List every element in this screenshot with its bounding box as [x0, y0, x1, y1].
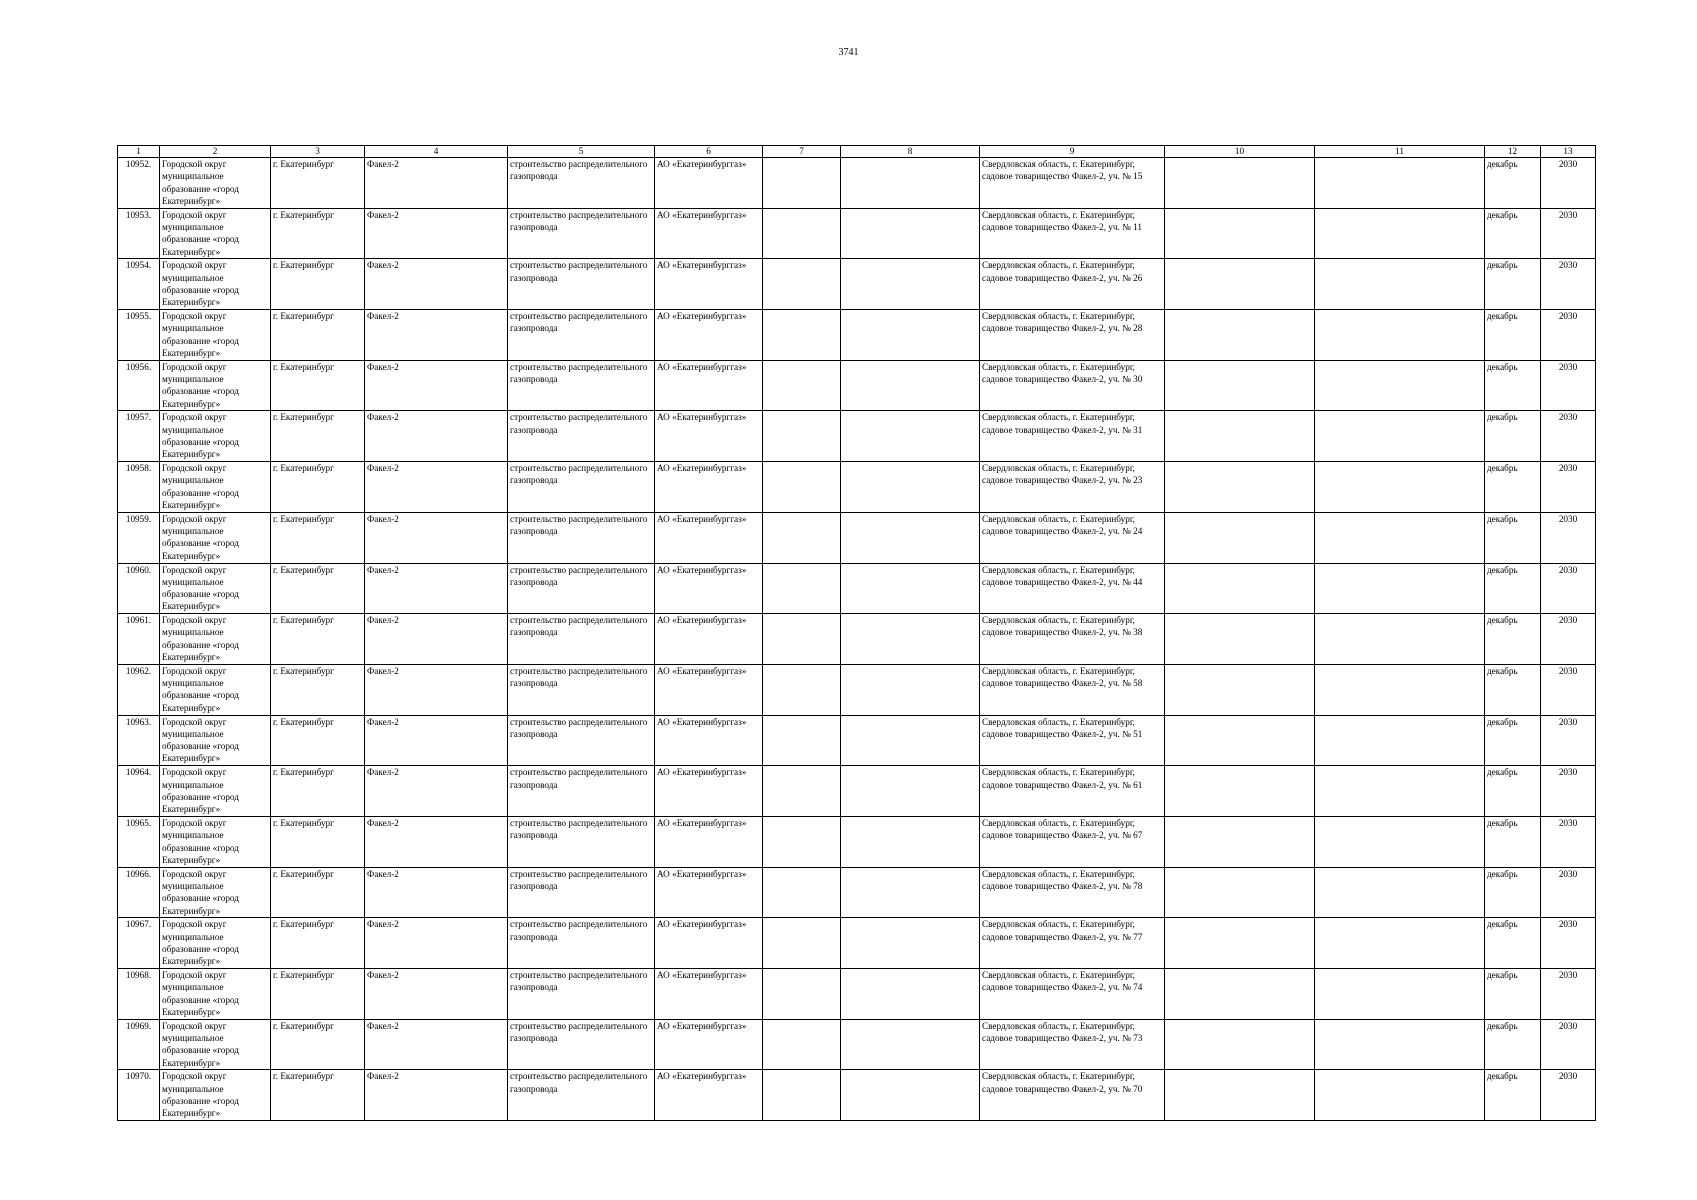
address-cell: Свердловская область, г. Екатеринбург, садовое товарищество Факел-2, уч. № 78 [980, 867, 1165, 918]
work-type-cell: строительство распределительного газопровода [508, 563, 655, 614]
year-cell: 2030 [1541, 918, 1596, 969]
table-row [118, 310, 1596, 361]
settlement-cell: Факел-2 [365, 715, 508, 766]
empty-cell-8 [841, 259, 980, 310]
work-type-cell: строительство распределительного газопровода [508, 614, 655, 665]
city-cell: г. Екатеринбург [271, 462, 365, 513]
empty-cell-11 [1315, 360, 1485, 411]
empty-cell-10 [1165, 310, 1315, 361]
month-cell: декабрь [1485, 158, 1541, 209]
address-cell: Свердловская область, г. Екатеринбург, садовое товарищество Факел-2, уч. № 23 [980, 462, 1165, 513]
row-number-cell: 10966. [118, 867, 160, 918]
empty-cell-11 [1315, 766, 1485, 817]
settlement-cell: Факел-2 [365, 766, 508, 817]
organization-cell: АО «Екатеринбурггаз» [655, 208, 763, 259]
address-cell: Свердловская область, г. Екатеринбург, садовое товарищество Факел-2, уч. № 61 [980, 766, 1165, 817]
month-cell: декабрь [1485, 969, 1541, 1020]
city-cell: г. Екатеринбург [271, 360, 365, 411]
municipality-cell: Городской округ муниципальное образование «город Екатеринбург» [160, 158, 271, 209]
column-header-5: 5 [508, 146, 655, 158]
month-cell: декабрь [1485, 918, 1541, 969]
column-header-12: 12 [1485, 146, 1541, 158]
organization-cell: АО «Екатеринбурггаз» [655, 310, 763, 361]
empty-cell-10 [1165, 715, 1315, 766]
address-cell: Свердловская область, г. Екатеринбург, садовое товарищество Факел-2, уч. № 26 [980, 259, 1165, 310]
column-header-10: 10 [1165, 146, 1315, 158]
work-type-cell: строительство распределительного газопровода [508, 462, 655, 513]
organization-cell: АО «Екатеринбурггаз» [655, 512, 763, 563]
year-cell: 2030 [1541, 969, 1596, 1020]
empty-cell-8 [841, 1019, 980, 1070]
settlement-cell: Факел-2 [365, 816, 508, 867]
work-type-cell: строительство распределительного газопровода [508, 1019, 655, 1070]
work-type-cell: строительство распределительного газопровода [508, 360, 655, 411]
empty-cell-10 [1165, 1070, 1315, 1121]
municipality-cell: Городской округ муниципальное образование «город Екатеринбург» [160, 867, 271, 918]
work-type-cell: строительство распределительного газопровода [508, 766, 655, 817]
empty-cell-10 [1165, 816, 1315, 867]
city-cell: г. Екатеринбург [271, 259, 365, 310]
year-cell: 2030 [1541, 512, 1596, 563]
settlement-cell: Факел-2 [365, 360, 508, 411]
column-header-1: 1 [118, 146, 160, 158]
settlement-cell: Факел-2 [365, 563, 508, 614]
empty-cell-7 [763, 259, 841, 310]
settlement-cell: Факел-2 [365, 1019, 508, 1070]
column-header-13: 13 [1541, 146, 1596, 158]
year-cell: 2030 [1541, 208, 1596, 259]
work-type-cell: строительство распределительного газопровода [508, 158, 655, 209]
municipality-cell: Городской округ муниципальное образование «город Екатеринбург» [160, 664, 271, 715]
empty-cell-7 [763, 664, 841, 715]
empty-cell-8 [841, 310, 980, 361]
city-cell: г. Екатеринбург [271, 158, 365, 209]
address-cell: Свердловская область, г. Екатеринбург, садовое товарищество Факел-2, уч. № 67 [980, 816, 1165, 867]
empty-cell-8 [841, 512, 980, 563]
month-cell: декабрь [1485, 208, 1541, 259]
row-number-cell: 10968. [118, 969, 160, 1020]
empty-cell-8 [841, 918, 980, 969]
settlement-cell: Факел-2 [365, 969, 508, 1020]
row-number-cell: 10957. [118, 411, 160, 462]
municipality-cell: Городской округ муниципальное образование «город Екатеринбург» [160, 614, 271, 665]
year-cell: 2030 [1541, 1019, 1596, 1070]
empty-cell-8 [841, 563, 980, 614]
column-header-7: 7 [763, 146, 841, 158]
city-cell: г. Екатеринбург [271, 411, 365, 462]
empty-cell-7 [763, 867, 841, 918]
table-row [118, 411, 1596, 462]
municipality-cell: Городской округ муниципальное образование «город Екатеринбург» [160, 360, 271, 411]
organization-cell: АО «Екатеринбурггаз» [655, 158, 763, 209]
empty-cell-11 [1315, 969, 1485, 1020]
row-number-cell: 10963. [118, 715, 160, 766]
work-type-cell: строительство распределительного газопровода [508, 918, 655, 969]
work-type-cell: строительство распределительного газопровода [508, 969, 655, 1020]
row-number-cell: 10952. [118, 158, 160, 209]
year-cell: 2030 [1541, 664, 1596, 715]
empty-cell-11 [1315, 563, 1485, 614]
row-number-cell: 10955. [118, 310, 160, 361]
month-cell: декабрь [1485, 462, 1541, 513]
empty-cell-7 [763, 816, 841, 867]
month-cell: декабрь [1485, 867, 1541, 918]
empty-cell-10 [1165, 208, 1315, 259]
municipality-cell: Городской округ муниципальное образование «город Екатеринбург» [160, 310, 271, 361]
settlement-cell: Факел-2 [365, 462, 508, 513]
organization-cell: АО «Екатеринбурггаз» [655, 563, 763, 614]
work-type-cell: строительство распределительного газопровода [508, 512, 655, 563]
address-cell: Свердловская область, г. Екатеринбург, садовое товарищество Факел-2, уч. № 44 [980, 563, 1165, 614]
column-header-8: 8 [841, 146, 980, 158]
city-cell: г. Екатеринбург [271, 715, 365, 766]
column-header-6: 6 [655, 146, 763, 158]
table-row [118, 563, 1596, 614]
address-cell: Свердловская область, г. Екатеринбург, садовое товарищество Факел-2, уч. № 73 [980, 1019, 1165, 1070]
city-cell: г. Екатеринбург [271, 766, 365, 817]
month-cell: декабрь [1485, 259, 1541, 310]
city-cell: г. Екатеринбург [271, 310, 365, 361]
table-row [118, 158, 1596, 209]
work-type-cell: строительство распределительного газопровода [508, 411, 655, 462]
table-row [118, 969, 1596, 1020]
settlement-cell: Факел-2 [365, 310, 508, 361]
table-row [118, 664, 1596, 715]
work-type-cell: строительство распределительного газопровода [508, 208, 655, 259]
municipality-cell: Городской округ муниципальное образование «город Екатеринбург» [160, 259, 271, 310]
address-cell: Свердловская область, г. Екатеринбург, садовое товарищество Факел-2, уч. № 58 [980, 664, 1165, 715]
empty-cell-11 [1315, 411, 1485, 462]
month-cell: декабрь [1485, 614, 1541, 665]
row-number-cell: 10960. [118, 563, 160, 614]
empty-cell-8 [841, 360, 980, 411]
work-type-cell: строительство распределительного газопровода [508, 816, 655, 867]
address-cell: Свердловская область, г. Екатеринбург, садовое товарищество Факел-2, уч. № 24 [980, 512, 1165, 563]
month-cell: декабрь [1485, 766, 1541, 817]
empty-cell-10 [1165, 766, 1315, 817]
settlement-cell: Факел-2 [365, 867, 508, 918]
month-cell: декабрь [1485, 816, 1541, 867]
municipality-cell: Городской округ муниципальное образование «город Екатеринбург» [160, 411, 271, 462]
year-cell: 2030 [1541, 563, 1596, 614]
address-cell: Свердловская область, г. Екатеринбург, садовое товарищество Факел-2, уч. № 28 [980, 310, 1165, 361]
settlement-cell: Факел-2 [365, 411, 508, 462]
empty-cell-11 [1315, 715, 1485, 766]
empty-cell-7 [763, 158, 841, 209]
empty-cell-11 [1315, 158, 1485, 209]
settlement-cell: Факел-2 [365, 259, 508, 310]
month-cell: декабрь [1485, 360, 1541, 411]
empty-cell-7 [763, 1070, 841, 1121]
city-cell: г. Екатеринбург [271, 664, 365, 715]
empty-cell-10 [1165, 664, 1315, 715]
year-cell: 2030 [1541, 1070, 1596, 1121]
empty-cell-7 [763, 614, 841, 665]
address-cell: Свердловская область, г. Екатеринбург, садовое товарищество Факел-2, уч. № 31 [980, 411, 1165, 462]
empty-cell-7 [763, 715, 841, 766]
year-cell: 2030 [1541, 310, 1596, 361]
year-cell: 2030 [1541, 867, 1596, 918]
municipality-cell: Городской округ муниципальное образование «город Екатеринбург» [160, 766, 271, 817]
organization-cell: АО «Екатеринбурггаз» [655, 816, 763, 867]
municipality-cell: Городской округ муниципальное образование «город Екатеринбург» [160, 512, 271, 563]
empty-cell-10 [1165, 462, 1315, 513]
city-cell: г. Екатеринбург [271, 512, 365, 563]
row-number-cell: 10970. [118, 1070, 160, 1121]
empty-cell-10 [1165, 918, 1315, 969]
organization-cell: АО «Екатеринбурггаз» [655, 715, 763, 766]
settlement-cell: Факел-2 [365, 158, 508, 209]
organization-cell: АО «Екатеринбурггаз» [655, 462, 763, 513]
organization-cell: АО «Екатеринбурггаз» [655, 1019, 763, 1070]
empty-cell-8 [841, 867, 980, 918]
empty-cell-11 [1315, 867, 1485, 918]
year-cell: 2030 [1541, 360, 1596, 411]
city-cell: г. Екатеринбург [271, 1070, 365, 1121]
month-cell: декабрь [1485, 664, 1541, 715]
data-table [117, 145, 1596, 1121]
city-cell: г. Екатеринбург [271, 816, 365, 867]
empty-cell-10 [1165, 563, 1315, 614]
empty-cell-8 [841, 462, 980, 513]
address-cell: Свердловская область, г. Екатеринбург, садовое товарищество Факел-2, уч. № 30 [980, 360, 1165, 411]
empty-cell-10 [1165, 1019, 1315, 1070]
year-cell: 2030 [1541, 715, 1596, 766]
empty-cell-8 [841, 411, 980, 462]
empty-cell-11 [1315, 259, 1485, 310]
row-number-cell: 10969. [118, 1019, 160, 1070]
empty-cell-7 [763, 411, 841, 462]
empty-cell-8 [841, 1070, 980, 1121]
empty-cell-7 [763, 208, 841, 259]
year-cell: 2030 [1541, 411, 1596, 462]
organization-cell: АО «Екатеринбурггаз» [655, 259, 763, 310]
column-header-3: 3 [271, 146, 365, 158]
table-row [118, 918, 1596, 969]
empty-cell-11 [1315, 816, 1485, 867]
empty-cell-11 [1315, 1070, 1485, 1121]
column-header-2: 2 [160, 146, 271, 158]
header-row [118, 146, 1596, 158]
address-cell: Свердловская область, г. Екатеринбург, садовое товарищество Факел-2, уч. № 70 [980, 1070, 1165, 1121]
work-type-cell: строительство распределительного газопровода [508, 867, 655, 918]
empty-cell-7 [763, 563, 841, 614]
work-type-cell: строительство распределительного газопровода [508, 1070, 655, 1121]
month-cell: декабрь [1485, 715, 1541, 766]
city-cell: г. Екатеринбург [271, 614, 365, 665]
work-type-cell: строительство распределительного газопровода [508, 715, 655, 766]
empty-cell-11 [1315, 208, 1485, 259]
address-cell: Свердловская область, г. Екатеринбург, садовое товарищество Факел-2, уч. № 15 [980, 158, 1165, 209]
empty-cell-11 [1315, 462, 1485, 513]
month-cell: декабрь [1485, 1070, 1541, 1121]
work-type-cell: строительство распределительного газопровода [508, 310, 655, 361]
empty-cell-7 [763, 310, 841, 361]
address-cell: Свердловская область, г. Екатеринбург, садовое товарищество Факел-2, уч. № 74 [980, 969, 1165, 1020]
settlement-cell: Факел-2 [365, 918, 508, 969]
year-cell: 2030 [1541, 259, 1596, 310]
row-number-cell: 10956. [118, 360, 160, 411]
row-number-cell: 10954. [118, 259, 160, 310]
month-cell: декабрь [1485, 1019, 1541, 1070]
empty-cell-8 [841, 614, 980, 665]
empty-cell-10 [1165, 259, 1315, 310]
row-number-cell: 10964. [118, 766, 160, 817]
settlement-cell: Факел-2 [365, 664, 508, 715]
column-header-4: 4 [365, 146, 508, 158]
city-cell: г. Екатеринбург [271, 1019, 365, 1070]
organization-cell: АО «Екатеринбурггаз» [655, 918, 763, 969]
table-row [118, 715, 1596, 766]
municipality-cell: Городской округ муниципальное образование «город Екатеринбург» [160, 969, 271, 1020]
column-header-11: 11 [1315, 146, 1485, 158]
empty-cell-7 [763, 512, 841, 563]
empty-cell-11 [1315, 918, 1485, 969]
month-cell: декабрь [1485, 512, 1541, 563]
table-row [118, 867, 1596, 918]
municipality-cell: Городской округ муниципальное образование «город Екатеринбург» [160, 208, 271, 259]
empty-cell-8 [841, 715, 980, 766]
row-number-cell: 10958. [118, 462, 160, 513]
empty-cell-10 [1165, 614, 1315, 665]
row-number-cell: 10953. [118, 208, 160, 259]
work-type-cell: строительство распределительного газопровода [508, 664, 655, 715]
address-cell: Свердловская область, г. Екатеринбург, садовое товарищество Факел-2, уч. № 11 [980, 208, 1165, 259]
month-cell: декабрь [1485, 563, 1541, 614]
year-cell: 2030 [1541, 158, 1596, 209]
month-cell: декабрь [1485, 310, 1541, 361]
empty-cell-10 [1165, 969, 1315, 1020]
empty-cell-10 [1165, 411, 1315, 462]
month-cell: декабрь [1485, 411, 1541, 462]
empty-cell-10 [1165, 360, 1315, 411]
empty-cell-11 [1315, 310, 1485, 361]
settlement-cell: Факел-2 [365, 614, 508, 665]
row-number-cell: 10959. [118, 512, 160, 563]
city-cell: г. Екатеринбург [271, 208, 365, 259]
municipality-cell: Городской округ муниципальное образование «город Екатеринбург» [160, 462, 271, 513]
table-row [118, 512, 1596, 563]
table-row [118, 766, 1596, 817]
municipality-cell: Городской округ муниципальное образование «город Екатеринбург» [160, 918, 271, 969]
organization-cell: АО «Екатеринбурггаз» [655, 766, 763, 817]
empty-cell-8 [841, 969, 980, 1020]
settlement-cell: Факел-2 [365, 208, 508, 259]
municipality-cell: Городской округ муниципальное образование «город Екатеринбург» [160, 715, 271, 766]
year-cell: 2030 [1541, 614, 1596, 665]
empty-cell-10 [1165, 867, 1315, 918]
row-number-cell: 10962. [118, 664, 160, 715]
table-row [118, 208, 1596, 259]
empty-cell-8 [841, 208, 980, 259]
empty-cell-7 [763, 1019, 841, 1070]
empty-cell-7 [763, 766, 841, 817]
empty-cell-10 [1165, 512, 1315, 563]
city-cell: г. Екатеринбург [271, 969, 365, 1020]
table-row [118, 816, 1596, 867]
city-cell: г. Екатеринбург [271, 918, 365, 969]
empty-cell-8 [841, 158, 980, 209]
table-row [118, 259, 1596, 310]
organization-cell: АО «Екатеринбурггаз» [655, 614, 763, 665]
organization-cell: АО «Екатеринбурггаз» [655, 360, 763, 411]
empty-cell-8 [841, 816, 980, 867]
empty-cell-11 [1315, 664, 1485, 715]
municipality-cell: Городской округ муниципальное образование «город Екатеринбург» [160, 1070, 271, 1121]
empty-cell-7 [763, 918, 841, 969]
year-cell: 2030 [1541, 816, 1596, 867]
row-number-cell: 10961. [118, 614, 160, 665]
column-header-9: 9 [980, 146, 1165, 158]
row-number-cell: 10965. [118, 816, 160, 867]
table-row [118, 1019, 1596, 1070]
municipality-cell: Городской округ муниципальное образование «город Екатеринбург» [160, 816, 271, 867]
table-row [118, 360, 1596, 411]
organization-cell: АО «Екатеринбурггаз» [655, 664, 763, 715]
empty-cell-11 [1315, 512, 1485, 563]
table-row [118, 462, 1596, 513]
settlement-cell: Факел-2 [365, 512, 508, 563]
municipality-cell: Городской округ муниципальное образование «город Екатеринбург» [160, 1019, 271, 1070]
table-row [118, 614, 1596, 665]
year-cell: 2030 [1541, 766, 1596, 817]
organization-cell: АО «Екатеринбурггаз» [655, 411, 763, 462]
address-cell: Свердловская область, г. Екатеринбург, садовое товарищество Факел-2, уч. № 38 [980, 614, 1165, 665]
settlement-cell: Факел-2 [365, 1070, 508, 1121]
table-body [118, 158, 1596, 1121]
organization-cell: АО «Екатеринбурггаз» [655, 969, 763, 1020]
empty-cell-10 [1165, 158, 1315, 209]
page-number: 3741 [838, 47, 859, 58]
empty-cell-11 [1315, 1019, 1485, 1070]
municipality-cell: Городской округ муниципальное образование «город Екатеринбург» [160, 563, 271, 614]
organization-cell: АО «Екатеринбурггаз» [655, 867, 763, 918]
year-cell: 2030 [1541, 462, 1596, 513]
address-cell: Свердловская область, г. Екатеринбург, садовое товарищество Факел-2, уч. № 51 [980, 715, 1165, 766]
empty-cell-7 [763, 462, 841, 513]
empty-cell-7 [763, 969, 841, 1020]
organization-cell: АО «Екатеринбурггаз» [655, 1070, 763, 1121]
work-type-cell: строительство распределительного газопровода [508, 259, 655, 310]
empty-cell-8 [841, 664, 980, 715]
table-row [118, 1070, 1596, 1121]
row-number-cell: 10967. [118, 918, 160, 969]
city-cell: г. Екатеринбург [271, 563, 365, 614]
empty-cell-8 [841, 766, 980, 817]
address-cell: Свердловская область, г. Екатеринбург, садовое товарищество Факел-2, уч. № 77 [980, 918, 1165, 969]
city-cell: г. Екатеринбург [271, 867, 365, 918]
empty-cell-11 [1315, 614, 1485, 665]
empty-cell-7 [763, 360, 841, 411]
